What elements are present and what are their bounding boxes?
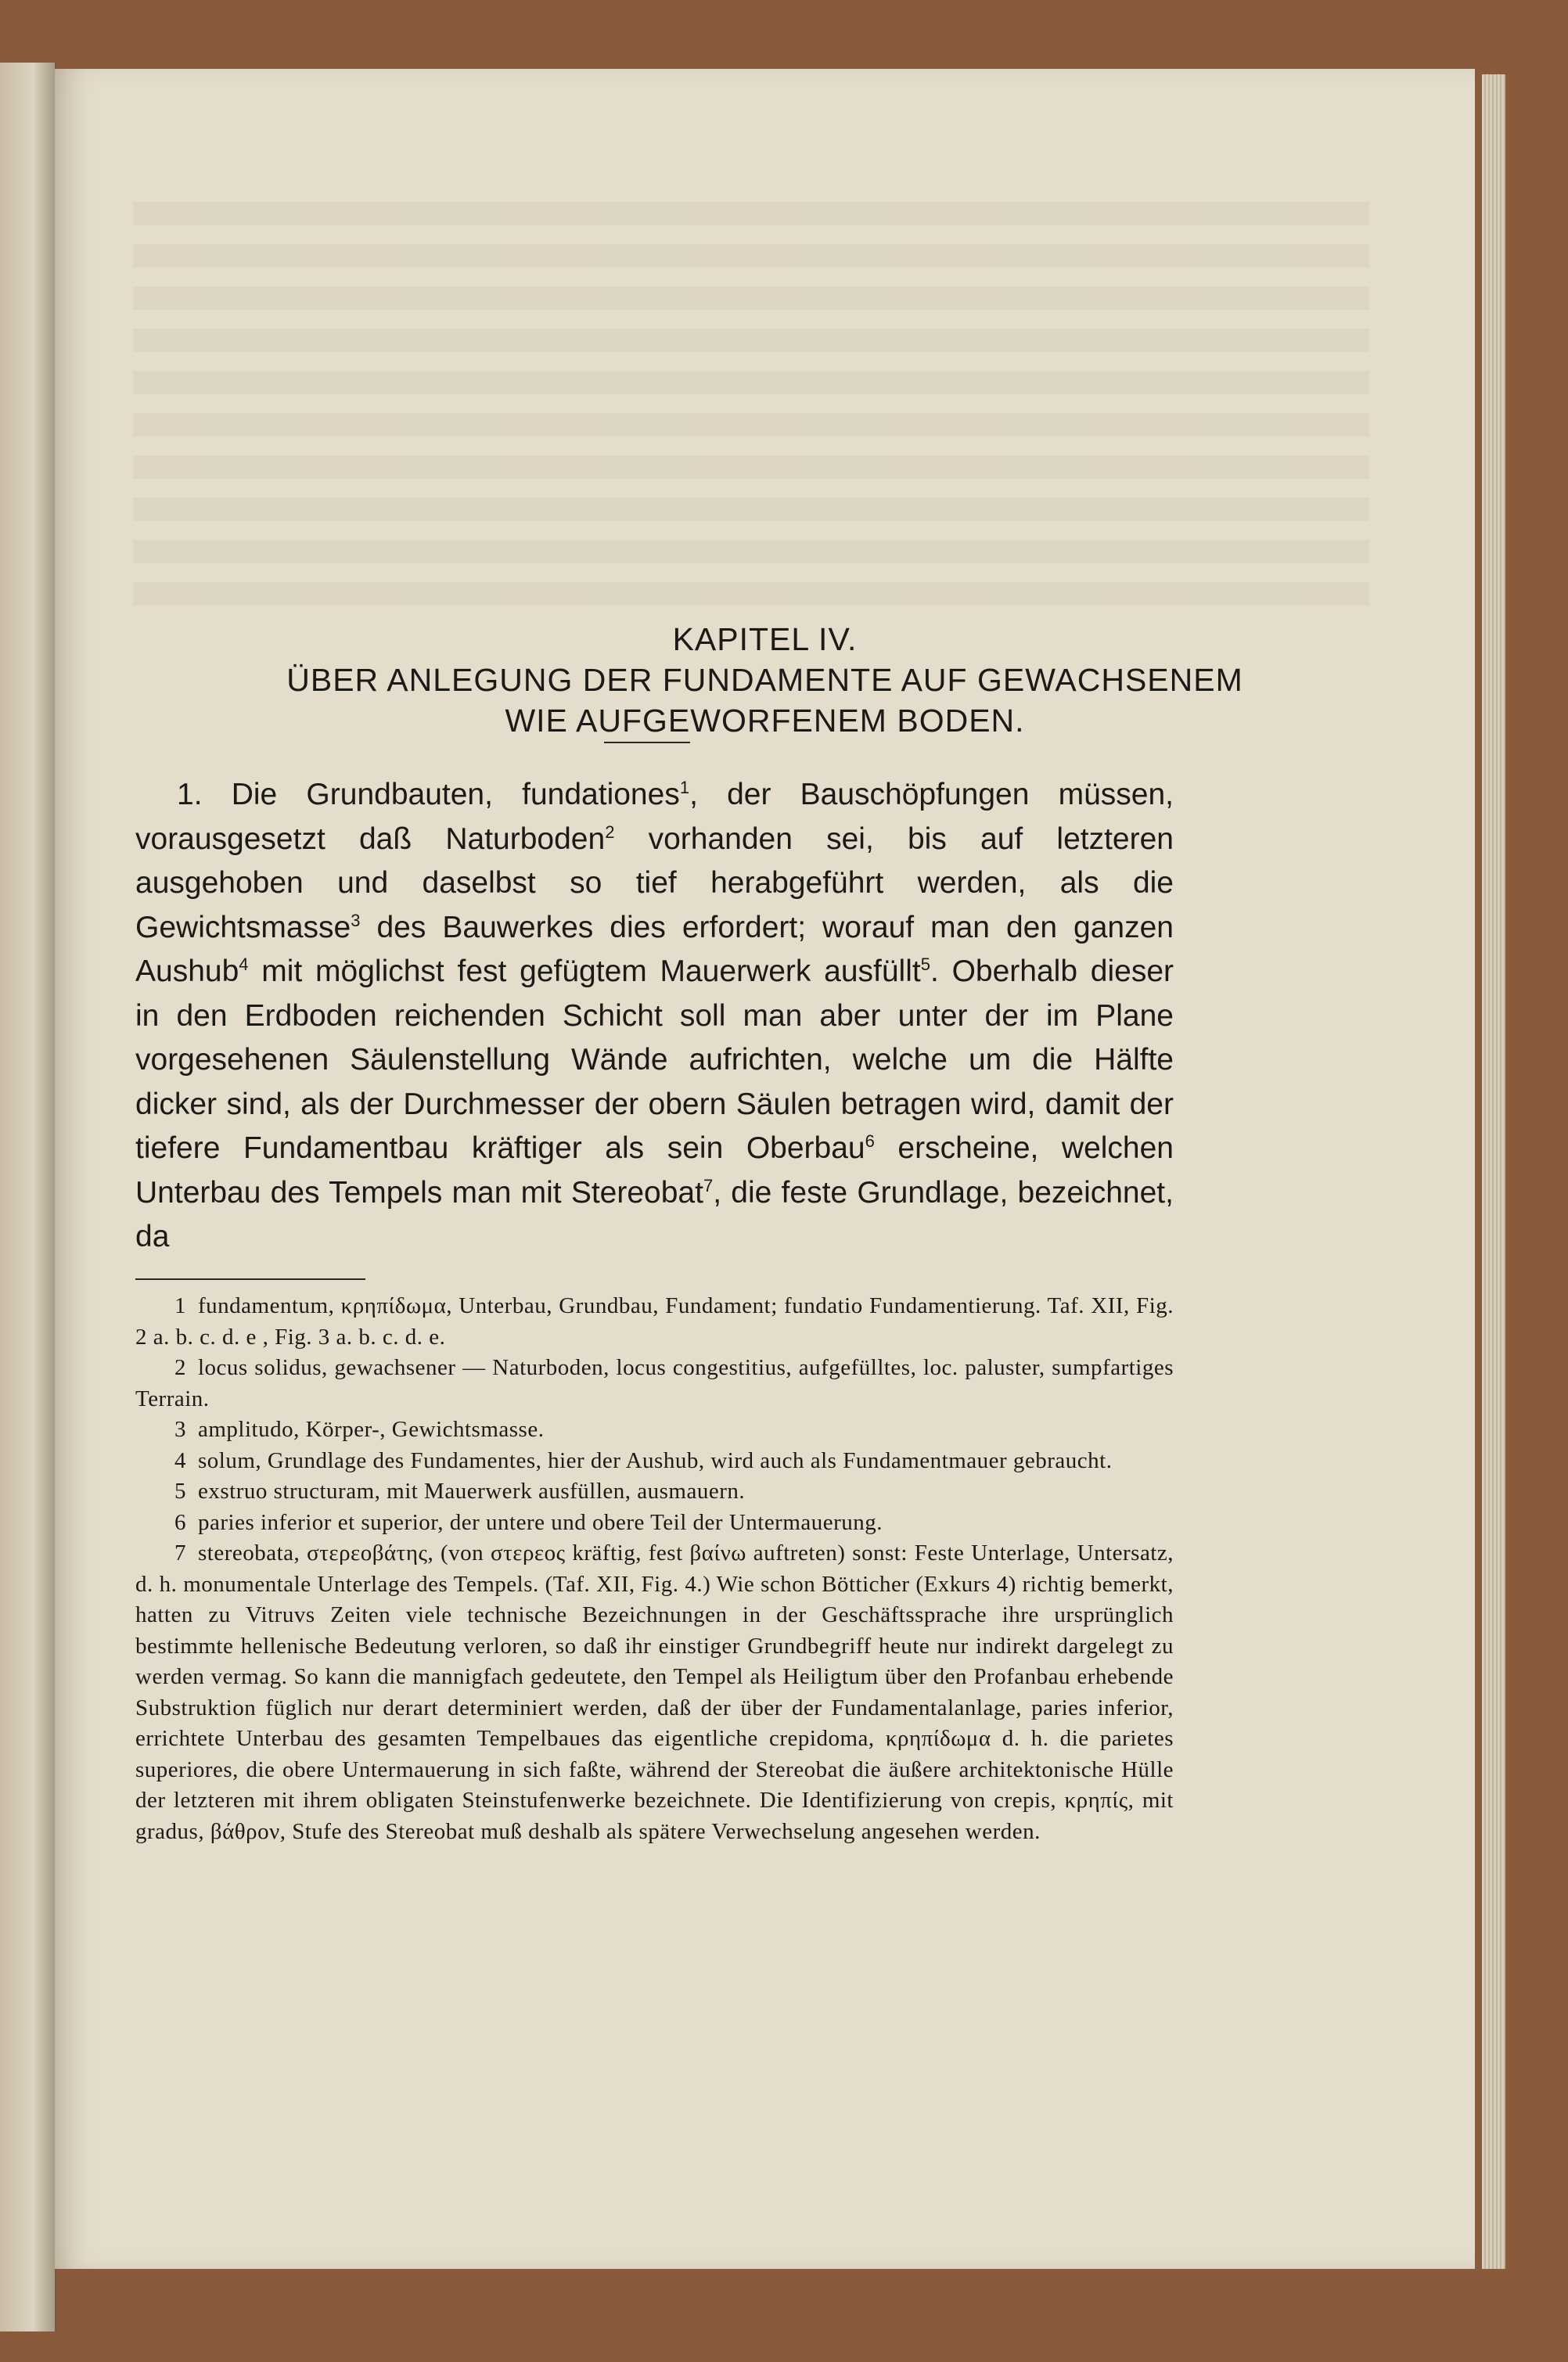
footnote-number: 4 [174, 1447, 186, 1473]
para-text-1: 1. Die Grundbauten, fundationes [177, 778, 680, 811]
footnote-number: 5 [174, 1479, 186, 1504]
footnote-7 [135, 1538, 1174, 1847]
footnote-6 [135, 1508, 1174, 1539]
footnote-text: exstruo structuram, mit Mauerwerk ausfüllen, ausmauern. [198, 1479, 746, 1504]
heading-divider [604, 742, 690, 743]
footnote-number: 1 [174, 1293, 186, 1318]
footnote-number: 7 [174, 1541, 186, 1566]
para-text-2: , der Bauschöpfungen müssen, vorausgesetzt daß Naturboden [135, 778, 1174, 856]
footnote-ref-7: 7 [703, 1175, 714, 1195]
para-text-5: mit möglichst fest gefügtem Mauerwerk ausfüllt [248, 955, 921, 988]
para-text-8: , die feste Grundlage, bezeichnet, da [135, 1175, 1174, 1253]
book-page [55, 69, 1475, 2269]
chapter-title: KAPITEL IV. [672, 621, 858, 657]
footnote-text: stereobata, στερεοβάτης, (von στερεος kräftig, fest βαίνω auftreten) sonst: Feste Unterlage, Untersatz, d. h. monumentale Unterlage des Tempels. (Taf. XII, Fig. 4.) Wie schon Bötticher (Exkurs 4) richtig bemerkt, hatten zu Vitruvs Zeiten viele technische Bezeichnungen in der Geschäftssprache ihre ursprünglich bestimmte hellenische Bedeutung verloren, so daß ihr einstiger Grundbegriff heute nur indirekt dargelegt zu werden vermag. So kann die mannigfach gedeutete, den Tempel als Heiligtum über den Profanbau erhebende Substruktion füglich nur derart determiniert werden, daß der über der Fundamentalanlage, paries inferior, errichtete Unterbau des gesamten Tempelbaues das eigentliche crepidoma, κρηπίδωμα d. h. die parietes superiores, die obere Untermauerung in sich faßte, während der Stereobat die äußere architektonische Hülle der letzteren mit ihrem obligaten Steinstufenwerke bezeichnete. Die Identifizierung von crepis, κρηπίς, mit gradus, βάθρον, Stufe des Stereobat muß deshalb als spätere Verwechselung angesehen werden. [135, 1541, 1174, 1844]
left-page-edge [0, 63, 56, 2331]
main-paragraph [135, 773, 1174, 1260]
footnote-4 [135, 1446, 1174, 1477]
footnote-2 [135, 1353, 1174, 1415]
footnote-ref-3: 3 [351, 910, 361, 930]
footnote-5 [135, 1476, 1174, 1508]
footnote-text: locus solidus, gewachsener — Naturboden, locus congestitius, aufgefülltes, loc. paluster, sumpfartiges Terrain. [135, 1355, 1174, 1411]
footnote-ref-4: 4 [239, 955, 249, 974]
bleed-through-text [133, 202, 1369, 609]
chapter-subtitle-line2: WIE AUFGEWORFENEM BODEN. [505, 703, 1025, 739]
footnote-1 [135, 1291, 1174, 1353]
footnote-number: 6 [174, 1509, 186, 1535]
footnote-text: solum, Grundlage des Fundamentes, hier der Aushub, wird auch als Fundamentmauer gebraucht. [198, 1447, 1113, 1473]
footnote-ref-6: 6 [865, 1131, 875, 1151]
footnote-3 [135, 1415, 1174, 1446]
footnote-number: 2 [174, 1355, 186, 1380]
para-text-6: . Oberhalb dieser in den Erdboden reichenden Schicht soll man aber unter der im Plane vorgesehenen Säulenstellung Wände aufrichten, welche um die Hälfte dicker sind, als der Durchmesser der obern Säulen betragen wird, damit der tiefere Fundamentbau kräftiger als sein Oberbau [135, 955, 1174, 1165]
para-text-7: erscheine, welchen Unterbau des Tempels man mit Stereobat [135, 1131, 1174, 1210]
footnote-text: fundamentum, κρηπίδωμα, Unterbau, Grundbau, Fundament; fundatio Fundamentierung. Taf. XII, Fig. 2 a. b. c. d. e , Fig. 3 a. b. c. d. e. [135, 1293, 1174, 1350]
footnote-text: paries inferior et superior, der untere und obere Teil der Untermauerung. [198, 1509, 883, 1535]
para-text-4: des Bauwerkes dies erfordert; worauf man den ganzen Aushub [135, 910, 1174, 988]
page-stack-edge [1482, 74, 1505, 2269]
footnote-ref-1: 1 [679, 778, 690, 797]
footnote-ref-2: 2 [605, 821, 615, 842]
chapter-subtitle-line1: ÜBER ANLEGUNG DER FUNDAMENTE AUF GEWACHSENEM [286, 662, 1243, 698]
footnotes [135, 1291, 1174, 1847]
para-text-3: vorhanden sei, bis auf letzteren ausgehoben und daselbst so tief herabgeführt werden, als die Gewichtsmasse [135, 821, 1174, 944]
footnote-text: amplitudo, Körper-, Gewichtsmasse. [198, 1417, 545, 1442]
footnote-number: 3 [174, 1417, 186, 1442]
footnote-ref-5: 5 [920, 955, 930, 974]
footnote-divider [135, 1278, 365, 1280]
